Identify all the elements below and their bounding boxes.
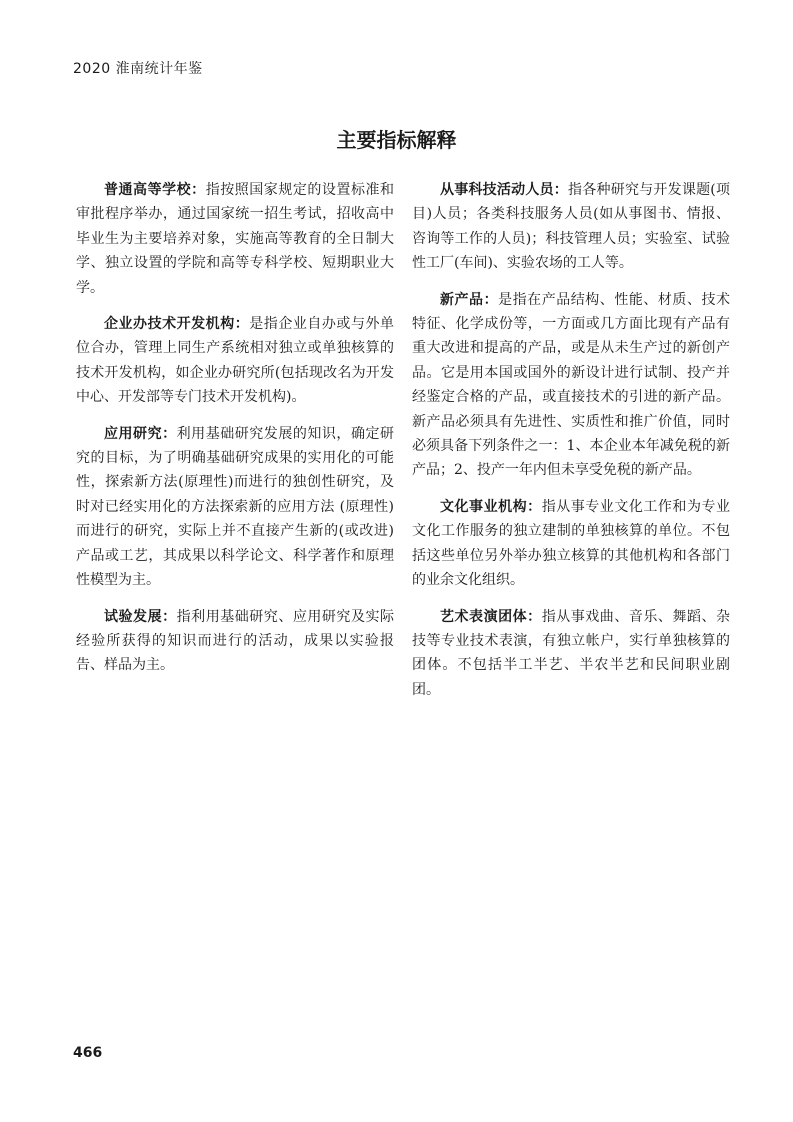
entry-definition: 指利用基础研究、应用研究及实际经验所获得的知识而进行的活动，成果以实验报告、样品为主。 <box>76 608 395 674</box>
running-head: 2020 淮南统计年鉴 <box>73 61 203 77</box>
entry-definition: 是指企业自办或与外单位合办，管理上同生产系统相对独立或单独核算的技术开发机构，如企业办研究所(包括现改名为开发中心、开发部等专门技术开发机构)。 <box>76 316 395 406</box>
definition-entry-general-higher-education <box>76 178 394 300</box>
right-column <box>412 178 730 714</box>
entry-definition: 是指在产品结构、性能、材质、技术特征、化学成份等，一方面或几方面比现有产品有重大改进和提高的产品，或是从未生产过的新创产品。它是用本国或国外的新设计进行试制、投产并经鉴定合格的产品，或直接技术的引进的新产品。新产品必须具有先进性、实质性和推广价值，同时必须具备下列条件之一：1、本企业本年减免税的新产品；2、投产一年内但未享受免税的新产品。 <box>412 291 731 479</box>
entry-definition: 指从事戏曲、音乐、舞蹈、杂技等专业技术表演，有独立帐户，实行单独核算的团体。不包括半工半艺、半农半艺和民间职业剧团。 <box>412 608 731 698</box>
entry-term: 新产品： <box>440 291 499 308</box>
definition-entry-enterprise-rd-institution <box>76 312 394 410</box>
entry-definition: 指各种研究与开发课题(项目)人员；各类科技服务人员(如从事图书、情报、咨询等工作的人员)；科技管理人员；实验室、试验性工厂(车间)、实验农场的工人等。 <box>412 182 731 272</box>
entry-term: 文化事业机构： <box>440 498 542 515</box>
definition-entry-performing-arts-troupe <box>412 605 730 703</box>
left-column <box>76 178 394 690</box>
page-number: 466 <box>73 1045 103 1061</box>
definition-entry-experimental-development <box>76 605 394 678</box>
entry-term: 从事科技活动人员： <box>440 182 569 198</box>
entry-definition: 指从事专业文化工作和为专业文化工作服务的独立建制的单独核算的单位。不包括这些单位另外举办独立核算的其他机构和各部门的业余文化组织。 <box>412 498 731 589</box>
entry-term: 试验发展： <box>104 608 177 625</box>
definition-entry-applied-research <box>76 422 394 593</box>
page-title: 主要指标解释 <box>336 128 457 152</box>
entry-definition: 指按照国家规定的设置标准和审批程序举办，通过国家统一招生考试，招收高中毕业生为主要培养对象，实施高等教育的全日制大学、独立设置的学院和高等专科学校、短期职业大学。 <box>76 182 395 296</box>
entry-definition: 利用基础研究发展的知识，确定研究的目标，为了明确基础研究成果的实用化的可能性，探索新方法(原理性)而进行的独创性研究，及时对已经实用化的方法探索新的应用方法 (原理性)而进行的研究，实际上并不直接产生新的(或改进)产品或工艺，其成果以科学论文、科学著作和原理性模型为主。 <box>76 425 395 589</box>
entry-term: 艺术表演团体： <box>440 608 542 625</box>
entry-term: 普通高等学校： <box>104 182 206 198</box>
definition-entry-sci-tech-personnel <box>412 178 730 276</box>
entry-term: 企业办技术开发机构： <box>104 316 250 333</box>
entry-term: 应用研究： <box>104 425 177 442</box>
definition-entry-new-product <box>412 288 730 483</box>
definition-entry-cultural-institution <box>412 495 730 593</box>
